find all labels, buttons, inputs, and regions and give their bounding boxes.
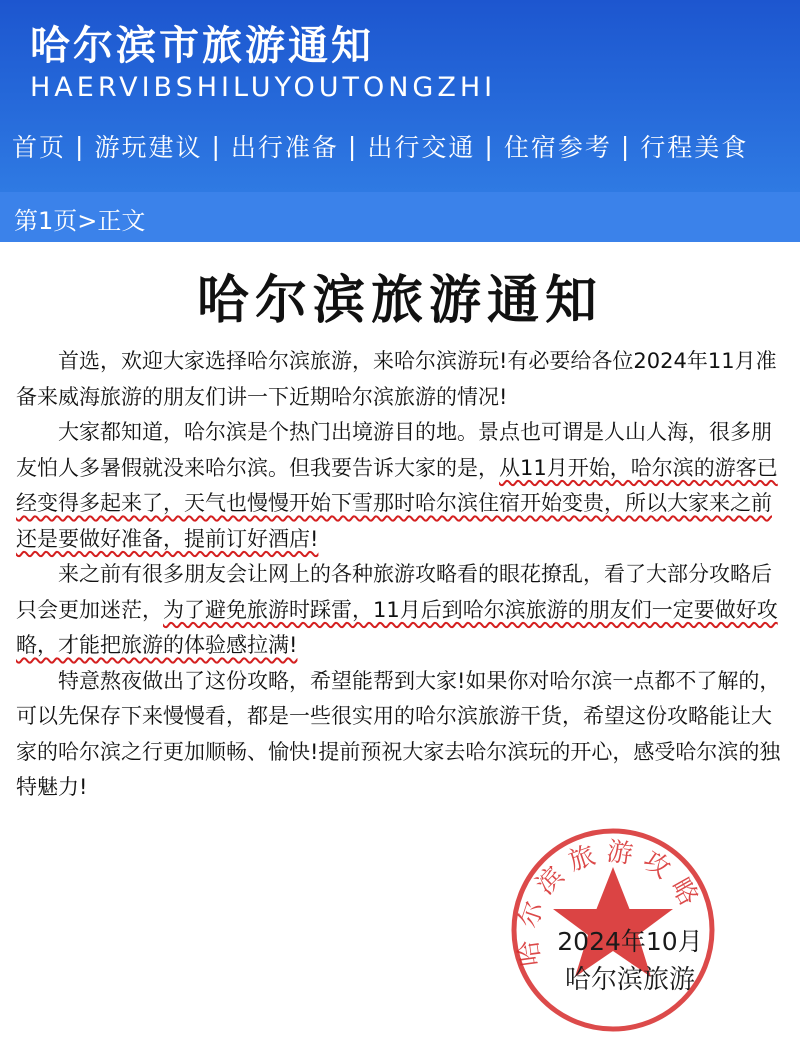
paragraph-overview-text: 大家都知道，哈尔滨是个热门出境游目的地。景点也可谓是人山人海，很多朋友怕人多暑假就没来哈尔滨。但我要告诉大家的是， bbox=[16, 420, 772, 480]
nav-separator: | bbox=[75, 131, 86, 161]
paragraph-advice bbox=[16, 557, 786, 664]
article-title: 哈尔滨旅游通知 bbox=[196, 270, 603, 331]
main-nav bbox=[12, 128, 800, 164]
paragraph-intro: 首选，欢迎大家选择哈尔滨旅游，来哈尔滨游玩!有必要给各位2024年11月准备来威海旅游的朋友们讲一下近期哈尔滨旅游的情况! bbox=[16, 349, 777, 409]
paragraph-overview bbox=[16, 415, 786, 557]
breadcrumb-separator: > bbox=[77, 207, 98, 235]
seal-date: 2024年10月 bbox=[557, 927, 703, 956]
paragraph-closing: 特意熬夜做出了这份攻略，希望能帮到大家!如果你对哈尔滨一点都不了解的，可以先保存下来慢慢看，都是一些很实用的哈尔滨旅游干货，希望这份攻略能让大家的哈尔滨之行更加顺畅、愉快!提前预祝大家去哈尔滨玩的开心，感受哈尔滨的独特魅力! bbox=[16, 668, 781, 799]
seal-ring-text: 哈尔滨旅游攻略 bbox=[512, 836, 708, 969]
breadcrumb-page-link[interactable]: 第1页 bbox=[14, 207, 78, 235]
nav-play-tips[interactable]: 游玩建议 bbox=[94, 133, 203, 162]
nav-lodging[interactable]: 住宿参考 bbox=[503, 133, 612, 162]
breadcrumb-current: 正文 bbox=[97, 207, 146, 235]
nav-separator: | bbox=[211, 131, 222, 161]
nav-preparation[interactable]: 出行准备 bbox=[230, 133, 339, 162]
nav-home[interactable]: 首页 bbox=[12, 133, 67, 162]
nav-separator: | bbox=[620, 131, 632, 161]
highlighted-text: 从11月开始，哈尔滨的游客已经变得多起来了，天气也慢慢开始下雪那时哈尔滨住宿开始变贵，所以大家来之前还是要做好准备，提前订好酒店! bbox=[16, 455, 778, 551]
paragraph-advice-text: 来之前有很多朋友会让网上的各种旅游攻略看的眼花撩乱，看了大部分攻略后只会更加迷茫， bbox=[16, 562, 772, 622]
site-pinyin: HAERVIBSHILUYOUTONGZHI bbox=[30, 72, 497, 103]
breadcrumb bbox=[14, 201, 145, 236]
article-body bbox=[16, 344, 786, 806]
site-header bbox=[0, 0, 800, 192]
seal-organization: 哈尔滨旅游 bbox=[564, 965, 695, 995]
nav-transport[interactable]: 出行交通 bbox=[367, 133, 476, 162]
nav-separator: | bbox=[484, 131, 495, 161]
nav-separator: | bbox=[347, 131, 359, 161]
site-title: 哈尔滨市旅游通知 bbox=[30, 22, 374, 69]
highlighted-text: 为了避免旅游时踩雷，11月后到哈尔滨旅游的朋友们一定要做好攻略，才能把旅游的体验感拉满! bbox=[16, 597, 778, 657]
breadcrumb-bar bbox=[0, 192, 800, 242]
nav-itinerary-food[interactable]: 行程美食 bbox=[640, 133, 749, 162]
